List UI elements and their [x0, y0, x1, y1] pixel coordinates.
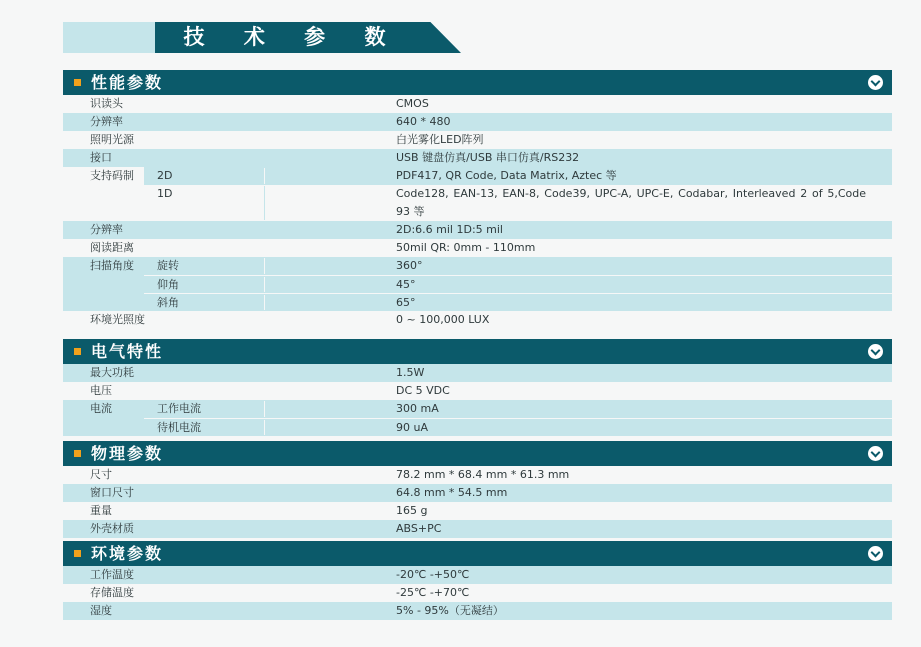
spec-value: -25℃ -+70℃ — [396, 586, 470, 599]
spec-value: 78.2 mm * 68.4 mm * 61.3 mm — [396, 468, 570, 481]
spec-label: 湿度 — [90, 604, 112, 617]
spec-sublabel: 旋转 — [157, 259, 179, 272]
spec-value: 45° — [396, 278, 416, 291]
spec-row-window — [63, 484, 892, 502]
cell-divider — [264, 420, 265, 435]
chevron-down-circle-icon[interactable] — [868, 446, 883, 461]
spec-group-symbologies — [63, 167, 892, 221]
spec-sublabel: 1D — [157, 187, 173, 200]
section-header-electrical[interactable] — [63, 339, 892, 364]
spec-label: 电压 — [90, 384, 112, 397]
spec-label: 环境光照度 — [90, 313, 145, 326]
cell-divider — [264, 186, 265, 220]
spec-row-interface — [63, 149, 892, 167]
section-title: 环境参数 — [91, 544, 164, 563]
bullet-square-icon — [74, 450, 81, 457]
spec-label: 尺寸 — [90, 468, 112, 481]
chevron-down-circle-icon[interactable] — [868, 344, 883, 359]
section-title: 物理参数 — [91, 444, 164, 463]
spec-label: 最大功耗 — [90, 366, 134, 379]
spec-row-operating-temp — [63, 566, 892, 584]
spec-sublabel: 斜角 — [157, 296, 179, 309]
spec-label: 扫描角度 — [90, 259, 134, 272]
section-title: 性能参数 — [91, 73, 164, 92]
spec-label: 外壳材质 — [90, 522, 134, 535]
cell-divider — [264, 295, 265, 310]
spec-label: 分辨率 — [90, 115, 123, 128]
spec-value: -20℃ -+50℃ — [396, 568, 470, 581]
spec-sublabel: 工作电流 — [157, 402, 201, 415]
spec-subrow-rotation — [144, 257, 892, 275]
spec-value: ABS+PC — [396, 522, 442, 535]
spec-label: 工作温度 — [90, 568, 134, 581]
spec-row-humidity — [63, 602, 892, 620]
spec-label: 重量 — [90, 504, 112, 517]
section-header-physical[interactable] — [63, 441, 892, 466]
spec-row-precision — [63, 221, 892, 239]
spec-value: 65° — [396, 296, 416, 309]
section-title: 电气特性 — [91, 342, 164, 361]
spec-label: 照明光源 — [90, 133, 134, 146]
section-physical — [63, 441, 892, 538]
spec-subrow-skew — [144, 293, 892, 311]
title-accent-block — [63, 22, 155, 53]
spec-value: USB 键盘仿真/USB 串口仿真/RS232 — [396, 151, 580, 164]
spec-group-current — [63, 400, 892, 436]
spec-value: Code128, EAN-13, EAN-8, Code39, UPC-A, UPC-E, Codabar, Interleaved 2 of 5,Code 93 等 — [396, 187, 866, 218]
spec-row-read-distance — [63, 239, 892, 257]
chevron-down-circle-icon[interactable] — [868, 75, 883, 90]
spec-value: CMOS — [396, 97, 429, 110]
spec-subrow-working-current — [144, 400, 892, 418]
section-performance — [63, 70, 892, 329]
spec-row-voltage — [63, 382, 892, 400]
spec-label: 支持码制 — [90, 169, 134, 182]
spec-label: 电流 — [90, 402, 112, 415]
spec-label: 阅读距离 — [90, 241, 134, 254]
spec-label: 识读头 — [90, 97, 123, 110]
spec-value: 360° — [396, 259, 423, 272]
spec-label: 分辨率 — [90, 223, 123, 236]
section-electrical — [63, 339, 892, 436]
spec-value: 0 ~ 100,000 LUX — [396, 313, 490, 326]
bullet-square-icon — [74, 348, 81, 355]
cell-divider — [264, 277, 265, 292]
spec-value: 165 g — [396, 504, 428, 517]
spec-value: 90 uA — [396, 421, 428, 434]
spec-row-max-power — [63, 364, 892, 382]
spec-sublabel: 仰角 — [157, 278, 179, 291]
spec-value: 50mil QR: 0mm - 110mm — [396, 241, 536, 254]
spec-row-storage-temp — [63, 584, 892, 602]
spec-row-weight — [63, 502, 892, 520]
spec-sublabel: 2D — [157, 169, 173, 182]
spec-value: DC 5 VDC — [396, 384, 450, 397]
chevron-down-circle-icon[interactable] — [868, 546, 883, 561]
spec-row-sensor — [63, 95, 892, 113]
cell-divider — [264, 258, 265, 274]
spec-label: 接口 — [90, 151, 112, 164]
spec-value: 640 * 480 — [396, 115, 451, 128]
page-title: 技 术 参 数 — [183, 25, 402, 49]
spec-row-illumination — [63, 131, 892, 149]
spec-value: 2D:6.6 mil 1D:5 mil — [396, 223, 503, 236]
spec-value: PDF417, QR Code, Data Matrix, Aztec 等 — [396, 169, 617, 182]
page-title-bar — [63, 22, 461, 53]
spec-value: 64.8 mm * 54.5 mm — [396, 486, 508, 499]
spec-label: 存储温度 — [90, 586, 134, 599]
spec-value: 300 mA — [396, 402, 439, 415]
section-environment — [63, 541, 892, 620]
spec-subrow-1d — [144, 185, 892, 221]
spec-row-resolution — [63, 113, 892, 131]
spec-value: 1.5W — [396, 366, 425, 379]
spec-subrow-2d — [144, 167, 892, 185]
spec-value: 5% - 95%（无凝结） — [396, 604, 504, 617]
spec-sublabel: 待机电流 — [157, 421, 201, 434]
spec-subrow-pitch — [144, 275, 892, 293]
bullet-square-icon — [74, 550, 81, 557]
spec-group-scan-angle — [63, 257, 892, 311]
section-header-environment[interactable] — [63, 541, 892, 566]
spec-label: 窗口尺寸 — [90, 486, 134, 499]
spec-row-size — [63, 466, 892, 484]
cell-divider — [264, 401, 265, 417]
section-header-performance[interactable] — [63, 70, 892, 95]
bullet-square-icon — [74, 79, 81, 86]
cell-divider — [264, 168, 265, 184]
spec-row-ambient-light — [63, 311, 892, 329]
spec-value: 白光雾化LED阵列 — [396, 133, 484, 146]
spec-row-material — [63, 520, 892, 538]
spec-subrow-standby-current — [144, 418, 892, 436]
